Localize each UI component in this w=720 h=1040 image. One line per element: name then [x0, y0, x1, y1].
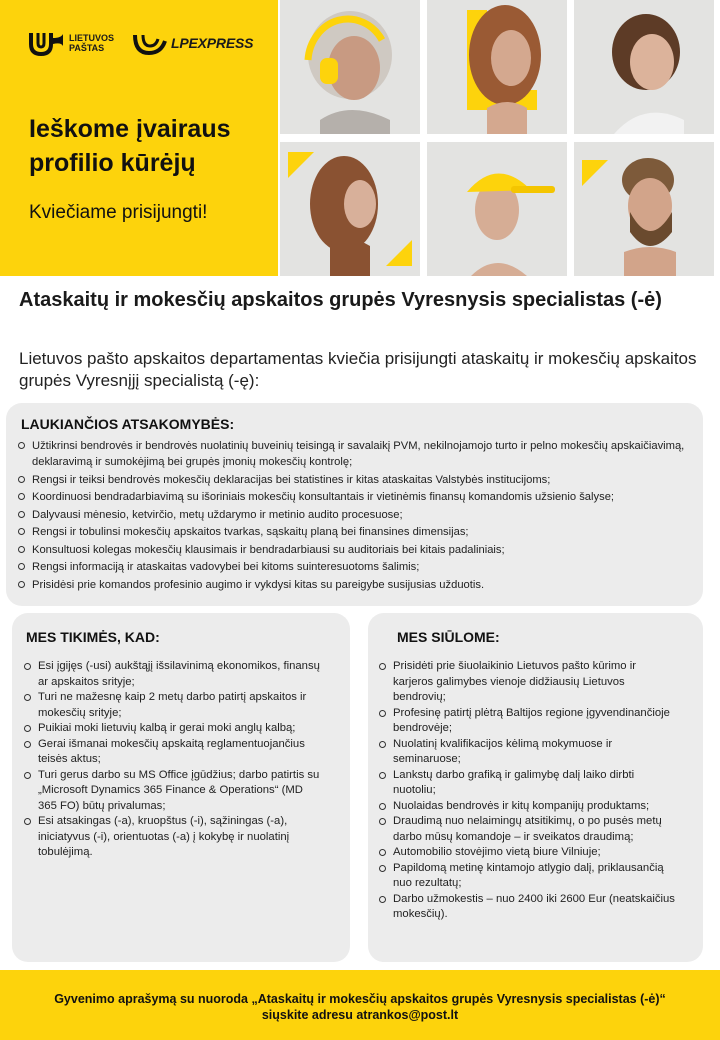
- responsibilities-heading: LAUKIANČIOS ATSAKOMYBĖS:: [21, 416, 235, 432]
- photo-woman-profile: [280, 142, 420, 276]
- list-item: Darbo užmokestis – nuo 2400 iki 2600 Eur (neatskaičius mokesčių).: [379, 892, 679, 923]
- list-item: Esi atsakingas (-a), kruopštus (-i), sąžiningas (-a), iniciatyvus (-i), orientuotas (-a) į kokybę ir nuolatinį tobulėjimą.: [24, 814, 324, 861]
- list-item: Turi gerus darbo su MS Office įgūdžius; darbo patirtis su „Microsoft Dynamics 365 Finance & Operations“ (MD 365 FO) būtų privalumas;: [24, 768, 324, 815]
- photo-man-yellow-cap: [427, 142, 567, 276]
- list-item: Nuolatinį kvalifikacijos kėlimą mokymuose ir seminaruose;: [379, 737, 679, 768]
- list-item: Nuolaidas bendrovės ir kitų kompanijų produktams;: [379, 799, 679, 815]
- lietuvos-pastas-logo: [27, 30, 117, 56]
- list-item: Konsultuosi kolegas mokesčių klausimais ir bendradarbiausi su auditoriais bei kitais padaliniais;: [18, 542, 698, 558]
- job-intro: Lietuvos pašto apskaitos departamentas kviečia prisijungti ataskaitų ir mokesčių apskaitos grupės Vyresnįjį specialistą (-ę):: [19, 349, 697, 390]
- photo-grid: [278, 0, 720, 276]
- footer-instruction: Gyvenimo aprašymą su nuoroda „Ataskaitų ir mokesčių apskaitos grupės Vyresnysis specialistas (-ė)“: [54, 992, 666, 1006]
- list-item: Turi ne mažesnę kaip 2 metų darbo patirtį apskaitos ir mokesčių srityje;: [24, 690, 324, 721]
- list-item: Rengsi ir teiksi bendrovės mokesčių deklaracijas bei statistines ir kitas ataskaitas Valstybės institucijoms;: [18, 472, 698, 488]
- list-item: Papildomą metinę kintamojo atlygio dalį, priklausančią nuo rezultatų;: [379, 861, 679, 892]
- offer-heading: MES SIŪLOME:: [397, 629, 500, 645]
- list-item: Esi įgijęs (-usi) aukštąjį išsilavinimą ekonomikos, finansų ar apskaitos srityje;: [24, 659, 324, 690]
- logo-row: [27, 30, 253, 56]
- list-item: Lankstų darbo grafiką ir galimybę dalį laiko dirbti nuotoliu;: [379, 768, 679, 799]
- hero-banner: [0, 0, 720, 276]
- list-item: Rengsi informaciją ir ataskaitas vadovybei bei kitoms suinteresuotoms šalimis;: [18, 559, 698, 575]
- list-item: Prisidėsi prie komandos profesinio augimo ir vykdysi kitas su pareigybe susijusias užduotis.: [18, 577, 698, 593]
- lpexpress-swoosh-icon: [133, 31, 167, 55]
- expectations-list: [24, 659, 324, 861]
- offer-card: [368, 613, 703, 962]
- list-item: Puikiai moki lietuvių kalbą ir gerai moki anglų kalbą;: [24, 721, 324, 737]
- lpexpress-wordmark: LPEXPRESS: [171, 35, 254, 51]
- responsibilities-card: [6, 403, 703, 606]
- footer-banner: [0, 970, 720, 1040]
- responsibilities-list: [18, 438, 698, 594]
- expectations-heading: MES TIKIMĖS, KAD:: [26, 629, 160, 645]
- photo-bearded-man: [574, 142, 714, 276]
- job-title: Ataskaitų ir mokesčių apskaitos grupės Vyresnysis specialistas (-ė): [19, 289, 662, 311]
- offer-list: [379, 659, 679, 923]
- list-item: Prisidėti prie šiuolaikinio Lietuvos pašto kūrimo ir karjeros galimybes vienoje didžiausių Lietuvos bendrovių;: [379, 659, 679, 706]
- post-horn-icon: [27, 30, 65, 56]
- hero-title: Ieškome įvairaus profilio kūrėjų: [29, 115, 231, 177]
- list-item: Rengsi ir tobulinsi mokesčių apskaitos tvarkas, sąskaitų planą bei finansines dimensijas;: [18, 524, 698, 540]
- photo-woman-smiling: [574, 0, 714, 134]
- list-item: Profesinę patirtį plėtrą Baltijos regione įgyvendinančioje bendrovėje;: [379, 706, 679, 737]
- lietuvos-pastas-wordmark: LIETUVOS PAŠTAS: [69, 33, 115, 53]
- list-item: Draudimą nuo nelaimingų atsitikimų, o po pusės metų darbo mūsų komandoje – ir sveikatos draudimą;: [379, 814, 679, 845]
- list-item: Užtikrinsi bendrovės ir bendrovės nuolatinių buveinių teisingą ir savalaikį PVM, nekilnojamojo turto ir pelno mokesčių apskaičiavimą, deklaravimą ir sumokėjimą bei grupės įmonių mokesčių kontrolę;: [18, 438, 698, 470]
- photo-woman-headphones: [280, 0, 420, 134]
- hero-subtitle: Kviečiame prisijungti!: [29, 202, 208, 223]
- expectations-card: [12, 613, 350, 962]
- photo-woman-long-hair: [427, 0, 567, 134]
- hero-yellow-panel: [0, 0, 278, 276]
- list-item: Gerai išmanai mokesčių apskaitą reglamentuojančius teisės aktus;: [24, 737, 324, 768]
- list-item: Dalyvausi mėnesio, ketvirčio, metų uždarymo ir metinio audito procesuose;: [18, 507, 698, 523]
- list-item: Automobilio stovėjimo vietą biure Vilniuje;: [379, 845, 679, 861]
- footer-email-line: siųskite adresu atrankos@post.lt: [261, 1008, 459, 1022]
- list-item: Koordinuosi bendradarbiavimą su išoriniais mokesčių konsultantais ir vietinėmis finansų komandomis užsienio šalyse;: [18, 489, 698, 505]
- lpexpress-logo: [133, 31, 253, 55]
